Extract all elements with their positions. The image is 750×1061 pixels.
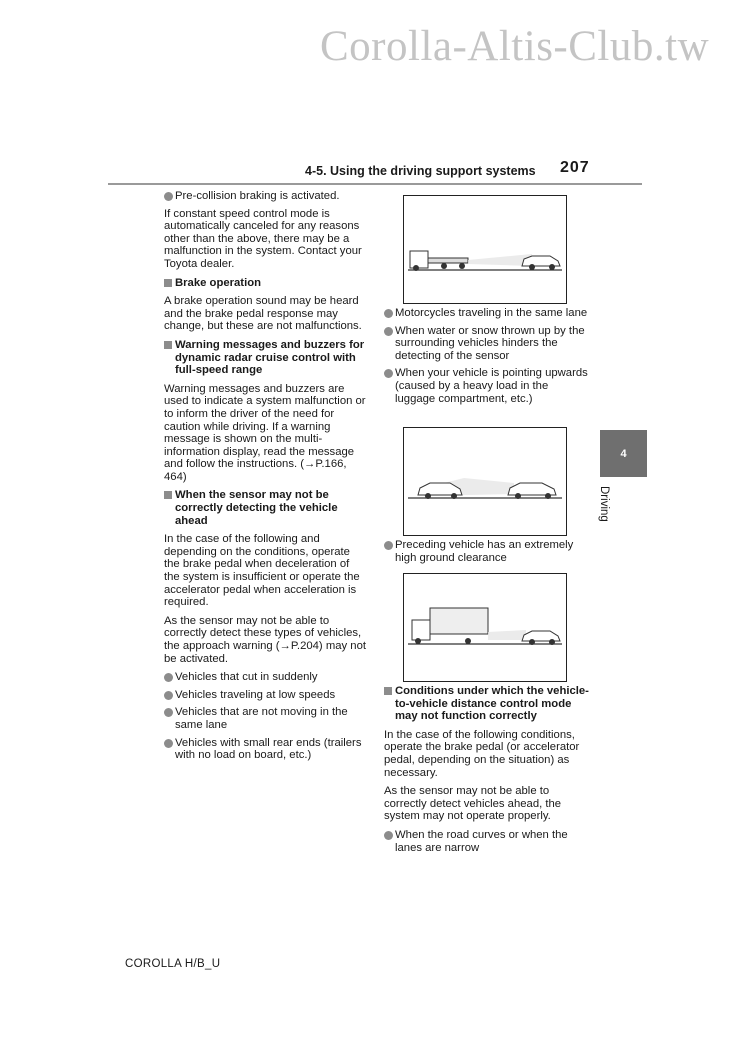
paragraph: In the case of the following and depending on the conditions, operate the brake pedal when deceleration of the system is insufficient or operate the accelerator pedal when acceleration is required. [164,533,360,609]
list-item: Pre-collision braking is activated. [164,190,366,203]
bullet-icon [384,541,393,550]
list-item: Vehicles with small rear ends (trailers with no load on board, etc.) [164,737,366,762]
paragraph: As the sensor may not be able to correctly detect vehicles ahead, the system may not operate properly. [384,785,562,823]
section-heading: Brake operation [164,277,366,290]
list-item: Motorcycles traveling in the same lane [384,307,590,320]
page-number: 207 [560,159,590,176]
truck-trailer-illustration [404,196,566,303]
paragraph: If constant speed control mode is automatically canceled for any reasons other than the above, there may be a malfunction in the system. Contact your Toyota dealer. [164,207,362,270]
bullet-icon [384,831,393,840]
spray-cars-illustration [404,428,566,535]
list-item: When the road curves or when the lanes are narrow [384,829,590,854]
paragraph: In the case of the following conditions, operate the brake pedal (or accelerator pedal, depending on the situation) as necessary. [384,728,580,779]
square-icon [164,279,172,287]
chapter-tab[interactable]: 4 [600,430,647,477]
illustration-low-trailer [403,195,567,304]
list-item: Vehicles that cut in suddenly [164,671,366,684]
square-icon [164,341,172,349]
list-item: Preceding vehicle has an extremely high ground clearance [384,539,590,564]
section-heading: Warning messages and buzzers for dynamic radar cruise control with full-speed range [164,339,366,377]
list-item: Vehicles that are not moving in the same lane [164,706,366,731]
watermark: Corolla-Altis-Club.tw [320,23,710,70]
header-divider [108,183,642,185]
footer-model: COROLLA H/B_U [125,958,221,970]
paragraph: Warning messages and buzzers are used to indicate a system malfunction or to inform the driver of the need for caution while driving. If a warning message is shown on the multi-information display, read the message and follow the instructions. (→P.166, 464) [164,382,366,483]
section-heading: When the sensor may not be correctly detecting the vehicle ahead [164,489,366,527]
left-column [164,190,366,767]
bullet-icon [164,192,173,201]
high-truck-illustration [404,574,566,681]
right-column-part3 [384,685,590,859]
bullet-icon [164,691,173,700]
square-icon [164,491,172,499]
right-column-part2 [384,539,590,569]
chapter-label: Driving [598,486,610,522]
bullet-icon [384,327,393,336]
bullet-icon [384,309,393,318]
square-icon [384,687,392,695]
list-item: Vehicles traveling at low speeds [164,689,366,702]
bullet-icon [164,708,173,717]
bullet-icon [164,739,173,748]
illustration-water-spray [403,427,567,536]
bullet-icon [384,369,393,378]
illustration-high-clearance [403,573,567,682]
list-item: When water or snow thrown up by the surrounding vehicles hinders the detecting of the sensor [384,325,590,363]
section-title: 4-5. Using the driving support systems [305,164,536,178]
right-column-part1 [384,307,590,410]
list-item: When your vehicle is pointing upwards (caused by a heavy load in the luggage compartment, etc.) [384,367,590,405]
section-heading: Conditions under which the vehicle-to-vehicle distance control mode may not function correctly [384,685,590,723]
paragraph: As the sensor may not be able to correctly detect these types of vehicles, the approach warning (→P.204) may not be activated. [164,614,366,665]
paragraph: A brake operation sound may be heard and the brake pedal response may change, but these are not malfunctions. [164,295,362,333]
bullet-icon [164,673,173,682]
